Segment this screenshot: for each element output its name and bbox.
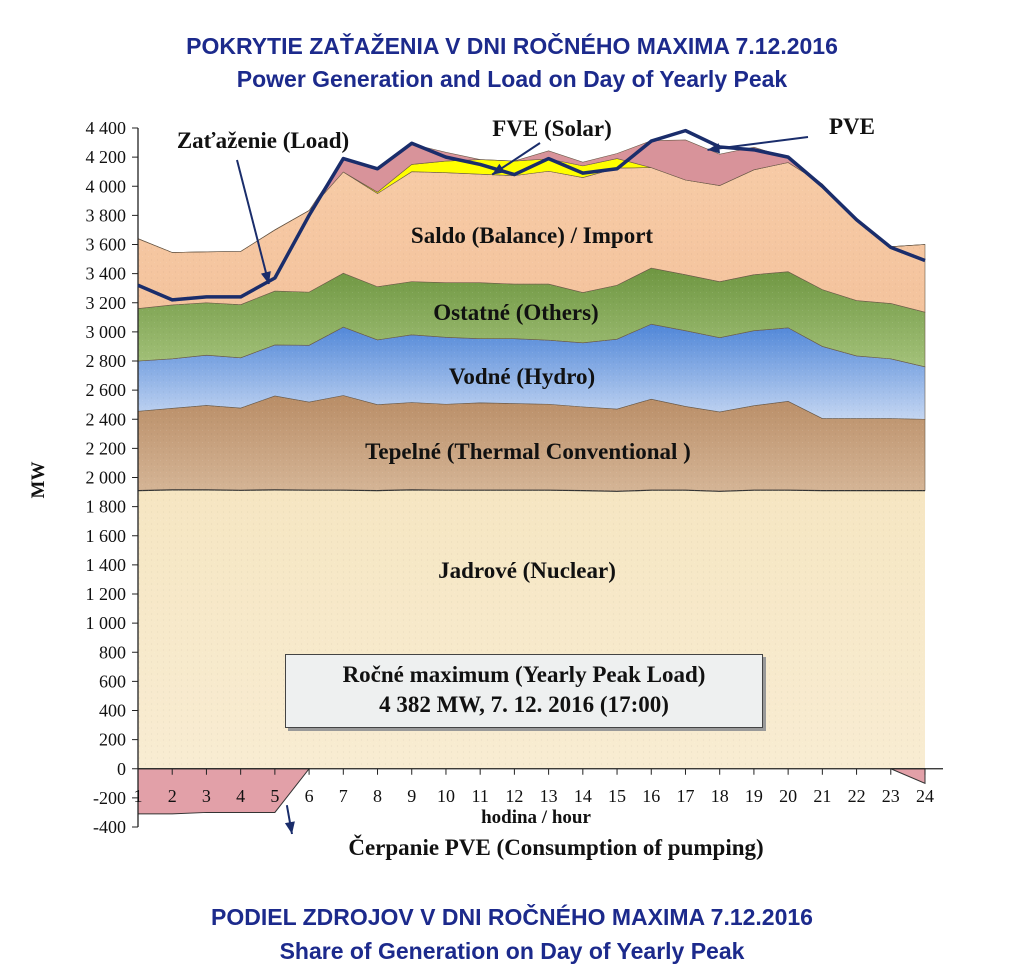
- x-tick-label: 17: [676, 785, 695, 806]
- y-tick-label: 1 600: [85, 525, 126, 546]
- arrow-pve: [707, 137, 808, 150]
- x-tick-label: 5: [270, 785, 280, 806]
- y-tick-label: 1 800: [85, 496, 126, 517]
- label-balance: Saldo (Balance) / Import: [410, 223, 654, 248]
- x-tick-label: 16: [642, 785, 661, 806]
- yearly-peak-box: [285, 654, 763, 728]
- x-tick-label: 18: [710, 785, 729, 806]
- x-tick-label: 6: [304, 785, 314, 806]
- y-axis-label: MW: [28, 461, 49, 499]
- y-tick-label: 2 400: [85, 409, 126, 430]
- y-tick-label: 3 400: [85, 263, 126, 284]
- area-pumping-1: [891, 769, 925, 784]
- chart-title-en: Power Generation and Load on Day of Yearly Peak: [236, 66, 788, 92]
- x-tick-label: 20: [779, 785, 798, 806]
- arrow-pumping-head: [285, 821, 295, 834]
- y-tick-label: 2 200: [85, 438, 126, 459]
- label-hydro: Vodné (Hydro): [448, 364, 596, 389]
- area-pumping-0: [138, 769, 309, 814]
- label-solar: FVE (Solar): [492, 116, 612, 141]
- y-tick-label: 3 800: [85, 205, 126, 226]
- y-tick-label: 0: [117, 758, 126, 779]
- x-tick-label: 1: [133, 785, 143, 806]
- y-tick-label: 800: [99, 642, 126, 663]
- y-tick-label: 2 600: [85, 380, 126, 401]
- y-tick-label: 1 200: [85, 584, 126, 604]
- x-tick-label: 8: [373, 785, 383, 806]
- y-tick-label: 4 400: [85, 118, 126, 138]
- y-tick-label: 400: [99, 700, 126, 721]
- chart-title-sk: POKRYTIE ZAŤAŽENIA V DNI ROČNÉHO MAXIMA 7.12.2016: [186, 33, 838, 59]
- y-tick-label: 3 600: [85, 234, 126, 255]
- y-tick-label: 2 000: [85, 467, 126, 488]
- x-tick-label: 7: [338, 785, 348, 806]
- y-tick-label: 3 000: [85, 321, 126, 342]
- y-tick-label: 4 000: [85, 176, 126, 197]
- y-tick-label: 3 200: [85, 292, 126, 313]
- x-tick-label: 2: [167, 785, 177, 806]
- x-tick-label: 24: [916, 785, 934, 806]
- label-others: Ostatné (Others): [433, 300, 599, 325]
- y-tick-label: 1 400: [85, 554, 126, 575]
- y-tick-label: -200: [93, 787, 126, 808]
- y-tick-label: 600: [99, 671, 126, 692]
- x-tick-label: 22: [847, 785, 866, 806]
- label-pumping: Čerpanie PVE (Consumption of pumping): [348, 835, 764, 860]
- x-tick-label: 11: [471, 785, 489, 806]
- x-tick-label: 3: [201, 785, 211, 806]
- x-tick-label: 10: [436, 785, 455, 806]
- x-tick-label: 12: [505, 785, 524, 806]
- label-load: Zaťaženie (Load): [176, 128, 350, 153]
- x-tick-label: 4: [236, 785, 246, 806]
- y-tick-label: 2 800: [85, 351, 126, 371]
- x-tick-label: 14: [573, 785, 592, 806]
- peak-box-line1: Ročné maximum (Yearly Peak Load): [342, 662, 706, 687]
- x-tick-label: 9: [407, 785, 417, 806]
- label-pve: PVE: [829, 114, 875, 139]
- x-tick-label: 23: [881, 785, 900, 806]
- x-tick-label: 19: [744, 785, 763, 806]
- y-tick-label: -400: [93, 817, 126, 837]
- x-tick-label: 21: [813, 785, 832, 806]
- x-tick-label: 13: [539, 785, 558, 806]
- x-tick-label: 15: [608, 785, 627, 806]
- peak-box-line2: 4 382 MW, 7. 12. 2016 (17:00): [379, 692, 669, 717]
- y-tick-label: 1 000: [85, 613, 126, 634]
- x-axis-label: hodina / hour: [481, 807, 591, 828]
- footer-title-sk: PODIEL ZDROJOV V DNI ROČNÉHO MAXIMA 7.12.2016: [211, 904, 813, 930]
- label-thermal: Tepelné (Thermal Conventional ): [365, 439, 691, 464]
- footer-title-en: Share of Generation on Day of Yearly Peak: [279, 938, 745, 964]
- label-nuclear: Jadrové (Nuclear): [438, 558, 616, 583]
- y-tick-label: 200: [99, 729, 126, 750]
- y-tick-label: 4 200: [85, 147, 126, 168]
